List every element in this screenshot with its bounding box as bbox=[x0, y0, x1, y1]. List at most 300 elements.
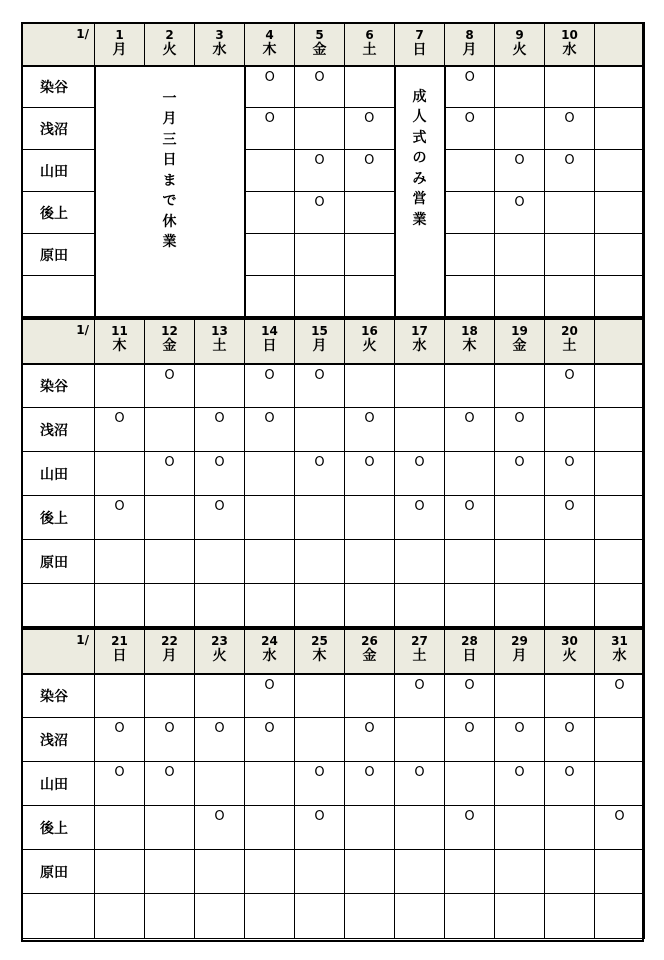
schedule-cell bbox=[395, 408, 445, 452]
schedule-cell bbox=[245, 894, 295, 939]
schedule-block-3 bbox=[21, 628, 645, 939]
day-number: 2 bbox=[165, 28, 174, 42]
schedule-cell bbox=[195, 718, 245, 762]
shift-mark: O bbox=[214, 411, 225, 426]
shift-mark: O bbox=[314, 153, 325, 168]
shift-mark: O bbox=[414, 677, 425, 693]
day-number: 19 bbox=[511, 324, 528, 338]
schedule-cell bbox=[245, 762, 295, 806]
shift-mark: O bbox=[264, 677, 275, 693]
schedule-cell bbox=[245, 452, 295, 496]
schedule-cell bbox=[295, 150, 345, 192]
day-number: 18 bbox=[461, 324, 478, 338]
schedule-cell bbox=[595, 192, 645, 234]
weekday: 月 bbox=[462, 42, 477, 58]
staff-name: 山田 bbox=[22, 150, 95, 192]
schedule-cell bbox=[345, 674, 395, 718]
staff-name: 染谷 bbox=[22, 364, 95, 408]
schedule-cell bbox=[95, 452, 145, 496]
schedule-cell bbox=[245, 584, 295, 628]
schedule-cell bbox=[295, 894, 345, 939]
schedule-cell bbox=[545, 192, 595, 234]
schedule-cell bbox=[195, 806, 245, 850]
day-number: 10 bbox=[561, 28, 578, 42]
schedule-cell bbox=[195, 762, 245, 806]
schedule-cell bbox=[595, 762, 645, 806]
staff-name: 原田 bbox=[22, 850, 95, 894]
schedule-cell bbox=[295, 496, 345, 540]
day-number: 25 bbox=[311, 634, 328, 648]
schedule-cell bbox=[545, 452, 595, 496]
shift-mark: O bbox=[514, 411, 525, 426]
schedule-cell bbox=[445, 540, 495, 584]
weekday: 火 bbox=[162, 42, 177, 58]
schedule-cell bbox=[95, 718, 145, 762]
weekday: 月 bbox=[312, 338, 327, 354]
shift-mark: O bbox=[464, 677, 475, 693]
staff-name: 染谷 bbox=[22, 674, 95, 718]
shift-mark: O bbox=[364, 411, 375, 426]
schedule-cell bbox=[95, 850, 145, 894]
schedule-block-1 bbox=[21, 22, 645, 318]
schedule-cell bbox=[445, 496, 495, 540]
date-cell bbox=[345, 23, 395, 66]
schedule-cell bbox=[545, 234, 595, 276]
staff-name: 染谷 bbox=[22, 66, 95, 108]
day-number: 15 bbox=[311, 324, 328, 338]
schedule-cell bbox=[345, 452, 395, 496]
closed-notice-cell bbox=[95, 66, 245, 318]
schedule-cell bbox=[495, 850, 545, 894]
date-cell bbox=[395, 319, 445, 364]
schedule-cell bbox=[295, 762, 345, 806]
schedule-cell bbox=[595, 364, 645, 408]
staff-name bbox=[22, 894, 95, 939]
shift-mark: O bbox=[114, 411, 125, 426]
schedule-cell bbox=[345, 584, 395, 628]
weekday: 日 bbox=[462, 648, 477, 664]
shift-mark: O bbox=[264, 411, 275, 426]
schedule-cell bbox=[245, 66, 295, 108]
schedule-cell bbox=[495, 452, 545, 496]
shift-mark: O bbox=[414, 499, 425, 514]
schedule-cell bbox=[245, 276, 295, 318]
schedule-cell bbox=[545, 364, 595, 408]
schedule-cell bbox=[345, 806, 395, 850]
staff-row bbox=[22, 452, 645, 496]
day-number: 22 bbox=[161, 634, 178, 648]
schedule-cell bbox=[545, 762, 595, 806]
shift-mark: O bbox=[364, 455, 375, 470]
date-cell bbox=[345, 319, 395, 364]
shift-mark: O bbox=[414, 455, 425, 470]
date-cell bbox=[445, 23, 495, 66]
schedule-cell bbox=[545, 150, 595, 192]
schedule-cell bbox=[345, 718, 395, 762]
schedule-cell bbox=[495, 718, 545, 762]
schedule-cell bbox=[495, 894, 545, 939]
staff-name: 浅沼 bbox=[22, 718, 95, 762]
weekday: 火 bbox=[212, 648, 227, 664]
schedule-cell bbox=[245, 108, 295, 150]
shift-mark: O bbox=[614, 809, 625, 824]
day-number: 5 bbox=[315, 28, 324, 42]
shift-mark: O bbox=[114, 499, 125, 514]
shift-mark: O bbox=[514, 455, 525, 470]
date-cell bbox=[545, 319, 595, 364]
schedule-cell bbox=[245, 234, 295, 276]
day-number: 16 bbox=[361, 324, 378, 338]
schedule-cell bbox=[445, 674, 495, 718]
schedule-cell bbox=[545, 540, 595, 584]
schedule-cell bbox=[95, 894, 145, 939]
shift-mark: O bbox=[264, 721, 275, 736]
staff-name: 原田 bbox=[22, 234, 95, 276]
seijin-notice: 成人式のみ営業 bbox=[412, 88, 427, 228]
schedule-cell bbox=[545, 806, 595, 850]
weekday: 水 bbox=[262, 648, 277, 664]
schedule-cell bbox=[495, 364, 545, 408]
schedule-cell bbox=[145, 364, 195, 408]
schedule-cell bbox=[495, 584, 545, 628]
day-number bbox=[595, 23, 644, 28]
date-cell bbox=[295, 629, 345, 674]
schedule-cell bbox=[495, 150, 545, 192]
shift-mark: O bbox=[414, 765, 425, 780]
schedule-cell bbox=[145, 894, 195, 939]
staff-name: 山田 bbox=[22, 452, 95, 496]
schedule-cell bbox=[345, 408, 395, 452]
shift-mark: O bbox=[114, 721, 125, 736]
staff-row bbox=[22, 718, 645, 762]
schedule-cell bbox=[95, 584, 145, 628]
schedule-cell bbox=[445, 894, 495, 939]
schedule-cell bbox=[545, 718, 595, 762]
day-number: 23 bbox=[211, 634, 228, 648]
weekday: 水 bbox=[212, 42, 227, 58]
month-label: 1/ bbox=[22, 629, 95, 674]
schedule-cell bbox=[345, 496, 395, 540]
schedule-cell bbox=[95, 762, 145, 806]
day-number: 6 bbox=[365, 28, 374, 42]
shift-mark: O bbox=[314, 455, 325, 470]
schedule-cell bbox=[295, 276, 345, 318]
schedule-cell bbox=[95, 364, 145, 408]
schedule-cell bbox=[245, 150, 295, 192]
shift-mark: O bbox=[164, 455, 175, 470]
day-number: 4 bbox=[265, 28, 274, 42]
shift-mark: O bbox=[214, 721, 225, 736]
schedule-cell bbox=[595, 452, 645, 496]
date-cell bbox=[445, 629, 495, 674]
shift-mark: O bbox=[364, 153, 375, 168]
weekday: 水 bbox=[412, 338, 427, 354]
schedule-cell bbox=[545, 584, 595, 628]
date-cell bbox=[145, 629, 195, 674]
day-number: 11 bbox=[111, 324, 128, 338]
schedule-cell bbox=[245, 540, 295, 584]
day-number: 8 bbox=[465, 28, 474, 42]
day-number: 21 bbox=[111, 634, 128, 648]
schedule-cell bbox=[295, 234, 345, 276]
schedule-cell bbox=[145, 540, 195, 584]
staff-name: 原田 bbox=[22, 540, 95, 584]
schedule-cell bbox=[245, 674, 295, 718]
staff-name: 後上 bbox=[22, 806, 95, 850]
day-number: 13 bbox=[211, 324, 228, 338]
day-number: 28 bbox=[461, 634, 478, 648]
month-label: 1/ bbox=[22, 23, 95, 66]
day-number: 17 bbox=[411, 324, 428, 338]
schedule-cell bbox=[395, 894, 445, 939]
weekday: 木 bbox=[262, 42, 277, 58]
schedule-cell bbox=[295, 540, 345, 584]
shift-mark: O bbox=[314, 195, 325, 210]
weekday: 金 bbox=[362, 648, 377, 664]
shift-mark: O bbox=[464, 411, 475, 426]
date-cell bbox=[495, 319, 545, 364]
schedule-cell bbox=[595, 584, 645, 628]
header-row bbox=[22, 23, 645, 66]
schedule-cell bbox=[545, 496, 595, 540]
schedule-cell bbox=[295, 806, 345, 850]
header-row bbox=[22, 319, 645, 364]
shift-mark: O bbox=[564, 455, 575, 470]
schedule-cell bbox=[595, 894, 645, 939]
schedule-cell bbox=[445, 150, 495, 192]
date-cell bbox=[245, 23, 295, 66]
schedule-cell bbox=[395, 584, 445, 628]
date-cell bbox=[495, 629, 545, 674]
date-cell bbox=[145, 319, 195, 364]
staff-name: 浅沼 bbox=[22, 408, 95, 452]
shift-mark: O bbox=[114, 765, 125, 780]
schedule-cell bbox=[595, 540, 645, 584]
schedule-cell bbox=[95, 540, 145, 584]
date-cell bbox=[395, 23, 445, 66]
date-cell bbox=[195, 319, 245, 364]
schedule-cell bbox=[95, 408, 145, 452]
schedule-cell bbox=[445, 452, 495, 496]
schedule-cell bbox=[545, 276, 595, 318]
schedule-cell bbox=[445, 276, 495, 318]
schedule-cell bbox=[445, 108, 495, 150]
staff-name: 後上 bbox=[22, 496, 95, 540]
schedule-cell bbox=[195, 364, 245, 408]
schedule-cell bbox=[495, 806, 545, 850]
staff-row bbox=[22, 540, 645, 584]
date-cell bbox=[545, 629, 595, 674]
weekday: 土 bbox=[562, 338, 577, 354]
shift-mark: O bbox=[314, 765, 325, 780]
schedule-cell bbox=[345, 762, 395, 806]
schedule-cell bbox=[345, 108, 395, 150]
date-cell bbox=[545, 23, 595, 66]
schedule-cell bbox=[295, 718, 345, 762]
schedule-cell bbox=[545, 894, 595, 939]
staff-row bbox=[22, 584, 645, 628]
schedule-cell bbox=[195, 850, 245, 894]
schedule-cell bbox=[195, 452, 245, 496]
date-cell bbox=[295, 23, 345, 66]
shift-mark: O bbox=[164, 765, 175, 780]
weekday: 木 bbox=[112, 338, 127, 354]
schedule-cell bbox=[495, 192, 545, 234]
shift-mark: O bbox=[564, 721, 575, 736]
schedule-cell bbox=[395, 850, 445, 894]
date-cell bbox=[345, 629, 395, 674]
schedule-cell bbox=[395, 496, 445, 540]
schedule-cell bbox=[495, 408, 545, 452]
schedule-cell bbox=[445, 584, 495, 628]
weekday: 月 bbox=[162, 648, 177, 664]
schedule-cell bbox=[295, 192, 345, 234]
schedule-cell bbox=[395, 364, 445, 408]
schedule-cell bbox=[295, 66, 345, 108]
schedule-cell bbox=[95, 806, 145, 850]
schedule-block-2 bbox=[21, 318, 645, 628]
staff-row bbox=[22, 894, 645, 939]
weekday: 木 bbox=[462, 338, 477, 354]
schedule-cell bbox=[495, 540, 545, 584]
staff-row bbox=[22, 408, 645, 452]
weekday: 火 bbox=[562, 648, 577, 664]
staff-row bbox=[22, 762, 645, 806]
schedule-cell bbox=[295, 452, 345, 496]
shift-mark: O bbox=[214, 455, 225, 470]
shift-mark: O bbox=[264, 367, 275, 383]
day-number: 30 bbox=[561, 634, 578, 648]
staff-row bbox=[22, 496, 645, 540]
schedule-cell bbox=[295, 674, 345, 718]
schedule-cell bbox=[95, 496, 145, 540]
schedule-cell bbox=[245, 806, 295, 850]
schedule-cell bbox=[145, 452, 195, 496]
schedule-cell bbox=[395, 762, 445, 806]
date-cell bbox=[95, 629, 145, 674]
schedule-cell bbox=[145, 762, 195, 806]
shift-mark: O bbox=[164, 721, 175, 736]
schedule-cell bbox=[595, 276, 645, 318]
schedule-cell bbox=[245, 192, 295, 234]
schedule-cell bbox=[295, 364, 345, 408]
weekday: 金 bbox=[162, 338, 177, 354]
schedule-cell bbox=[145, 674, 195, 718]
schedule-cell bbox=[395, 674, 445, 718]
date-cell bbox=[395, 629, 445, 674]
staff-row bbox=[22, 674, 645, 718]
schedule-cell bbox=[245, 718, 295, 762]
shift-mark: O bbox=[564, 499, 575, 514]
staff-name bbox=[22, 276, 95, 318]
date-cell bbox=[495, 23, 545, 66]
day-number: 31 bbox=[611, 634, 628, 648]
schedule-cell bbox=[545, 408, 595, 452]
schedule-cell bbox=[445, 806, 495, 850]
schedule-cell bbox=[445, 66, 495, 108]
shift-mark: O bbox=[164, 367, 175, 383]
weekday: 火 bbox=[512, 42, 527, 58]
schedule-cell bbox=[395, 806, 445, 850]
schedule-cell bbox=[595, 806, 645, 850]
schedule-cell bbox=[445, 718, 495, 762]
schedule-cell bbox=[145, 850, 195, 894]
shift-mark: O bbox=[314, 69, 325, 85]
schedule-cell bbox=[595, 66, 645, 108]
schedule-cell bbox=[345, 66, 395, 108]
schedule-cell bbox=[445, 408, 495, 452]
schedule-cell bbox=[445, 762, 495, 806]
date-cell bbox=[295, 319, 345, 364]
schedule-cell bbox=[295, 408, 345, 452]
shift-mark: O bbox=[214, 499, 225, 514]
schedule-cell bbox=[595, 408, 645, 452]
header-row bbox=[22, 629, 645, 674]
schedule-cell bbox=[295, 584, 345, 628]
weekday: 金 bbox=[312, 42, 327, 58]
schedule-cell bbox=[495, 762, 545, 806]
shift-mark: O bbox=[564, 367, 575, 383]
weekday: 水 bbox=[562, 42, 577, 58]
schedule-cell bbox=[395, 540, 445, 584]
schedule-cell bbox=[345, 894, 395, 939]
schedule-cell bbox=[145, 718, 195, 762]
day-number: 27 bbox=[411, 634, 428, 648]
schedule-cell bbox=[595, 674, 645, 718]
staff-name: 山田 bbox=[22, 762, 95, 806]
staff-row bbox=[22, 806, 645, 850]
day-number: 20 bbox=[561, 324, 578, 338]
shift-mark: O bbox=[464, 111, 475, 126]
day-number bbox=[595, 319, 644, 324]
schedule-cell bbox=[195, 894, 245, 939]
shift-mark: O bbox=[464, 721, 475, 736]
schedule-cell bbox=[595, 496, 645, 540]
schedule-cell bbox=[195, 674, 245, 718]
staff-name: 後上 bbox=[22, 192, 95, 234]
schedule-cell bbox=[245, 408, 295, 452]
schedule-cell bbox=[595, 108, 645, 150]
schedule-cell bbox=[545, 674, 595, 718]
shift-mark: O bbox=[214, 809, 225, 824]
shift-mark: O bbox=[564, 111, 575, 126]
weekday: 水 bbox=[612, 648, 627, 664]
shift-mark: O bbox=[514, 721, 525, 736]
schedule-cell bbox=[345, 150, 395, 192]
shift-mark: O bbox=[514, 153, 525, 168]
date-cell bbox=[595, 23, 645, 66]
day-number: 26 bbox=[361, 634, 378, 648]
shift-mark: O bbox=[614, 677, 625, 693]
shift-mark: O bbox=[464, 809, 475, 824]
shift-mark: O bbox=[314, 367, 325, 383]
shift-mark: O bbox=[514, 195, 525, 210]
date-cell bbox=[95, 319, 145, 364]
schedule-cell bbox=[195, 408, 245, 452]
date-cell bbox=[445, 319, 495, 364]
schedule-cell bbox=[445, 364, 495, 408]
schedule-cell bbox=[495, 276, 545, 318]
weekday: 木 bbox=[312, 648, 327, 664]
shift-mark: O bbox=[464, 69, 475, 85]
shift-mark: O bbox=[514, 765, 525, 780]
month-label: 1/ bbox=[22, 319, 95, 364]
day-number: 29 bbox=[511, 634, 528, 648]
schedule-cell bbox=[545, 66, 595, 108]
day-number: 1 bbox=[115, 28, 124, 42]
date-cell bbox=[595, 629, 645, 674]
staff-name bbox=[22, 584, 95, 628]
